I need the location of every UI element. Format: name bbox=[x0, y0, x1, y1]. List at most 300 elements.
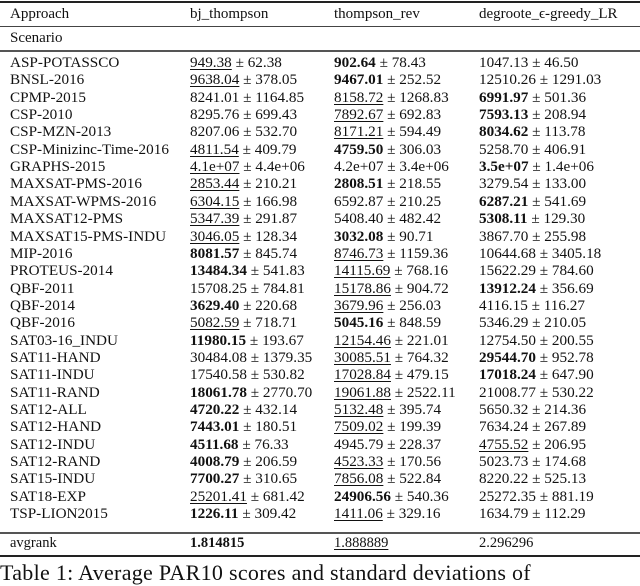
avgrank-row bbox=[0, 535, 640, 552]
plus-minus-symbol: ± bbox=[532, 505, 541, 523]
table-row bbox=[0, 366, 640, 383]
std-value: 2770.70 bbox=[262, 383, 313, 401]
std-value: 214.36 bbox=[544, 401, 587, 418]
result-cell bbox=[190, 384, 312, 401]
plus-minus-symbol: ± bbox=[249, 331, 259, 349]
result-cell bbox=[479, 453, 586, 470]
result-cell bbox=[334, 418, 441, 435]
mean-value: 5045.16 bbox=[334, 314, 384, 332]
table-row bbox=[0, 210, 640, 227]
plus-minus-symbol: ± bbox=[394, 331, 404, 349]
result-cell bbox=[334, 349, 449, 366]
std-value: 904.72 bbox=[406, 279, 449, 297]
std-value: 228.37 bbox=[399, 435, 442, 453]
plus-minus-symbol: ± bbox=[532, 470, 541, 488]
mean-value: 9638.04 bbox=[190, 71, 240, 89]
std-value: 1379.35 bbox=[262, 348, 313, 366]
result-cell bbox=[479, 54, 578, 71]
plus-minus-symbol: ± bbox=[532, 123, 541, 141]
std-value: 718.71 bbox=[255, 314, 298, 332]
plus-minus-symbol: ± bbox=[539, 487, 549, 505]
plus-minus-symbol: ± bbox=[394, 487, 404, 505]
result-cell bbox=[190, 245, 297, 262]
mean-value: 6304.15 bbox=[190, 192, 240, 210]
mean-value: 14115.69 bbox=[334, 262, 391, 280]
result-cell bbox=[334, 245, 448, 262]
result-cell bbox=[479, 280, 594, 297]
avgrank-col-3: 2.296296 bbox=[479, 535, 534, 551]
plus-minus-symbol: ± bbox=[387, 210, 396, 228]
scenario-name: SAT12-RAND bbox=[10, 453, 101, 471]
plus-minus-symbol: ± bbox=[250, 366, 260, 384]
header-approach: Approach bbox=[10, 6, 70, 22]
header-col-2: thompson_rev bbox=[334, 6, 420, 22]
plus-minus-symbol: ± bbox=[250, 383, 260, 401]
result-cell bbox=[334, 297, 441, 314]
mean-value: 8207.06 bbox=[190, 123, 240, 141]
plus-minus-symbol: ± bbox=[394, 383, 404, 401]
std-value: 329.16 bbox=[398, 505, 441, 523]
result-cell bbox=[479, 228, 586, 245]
std-value: 218.55 bbox=[399, 175, 442, 193]
result-cell bbox=[190, 175, 297, 192]
result-cell bbox=[190, 71, 297, 88]
plus-minus-symbol: ± bbox=[532, 54, 541, 71]
std-value: 252.52 bbox=[399, 71, 442, 89]
result-cell bbox=[334, 314, 441, 331]
scenario-name: SAT03-16_INDU bbox=[10, 331, 118, 349]
mean-value: 8158.72 bbox=[334, 88, 384, 106]
plus-minus-symbol: ± bbox=[243, 296, 252, 314]
result-cell bbox=[190, 366, 305, 383]
std-value: 170.56 bbox=[399, 453, 442, 471]
std-value: 306.03 bbox=[399, 140, 442, 158]
table-row bbox=[0, 228, 640, 245]
std-value: 530.82 bbox=[262, 366, 305, 384]
std-value: 208.94 bbox=[544, 106, 587, 124]
std-value: 210.25 bbox=[399, 192, 442, 210]
plus-minus-symbol: ± bbox=[394, 348, 404, 366]
mean-value: 3679.96 bbox=[334, 296, 384, 314]
mean-value: 5308.11 bbox=[479, 210, 528, 228]
result-cell bbox=[334, 280, 449, 297]
plus-minus-symbol: ± bbox=[532, 175, 541, 193]
mean-value: 949.38 bbox=[190, 54, 232, 71]
std-value: 501.36 bbox=[544, 88, 587, 106]
table-row bbox=[0, 314, 640, 331]
std-value: 1.4e+06 bbox=[544, 158, 594, 176]
result-cell bbox=[479, 436, 586, 453]
mean-value: 6592.87 bbox=[334, 192, 384, 210]
std-value: 532.70 bbox=[255, 123, 298, 141]
table-row bbox=[0, 54, 640, 71]
std-value: 525.13 bbox=[544, 470, 587, 488]
plus-minus-symbol: ± bbox=[379, 54, 388, 71]
std-value: 62.38 bbox=[247, 54, 282, 71]
plus-minus-symbol: ± bbox=[531, 296, 540, 314]
result-cell bbox=[190, 280, 305, 297]
avgrank-col-1: 1.814815 bbox=[190, 535, 245, 551]
mean-value: 4720.22 bbox=[190, 401, 240, 418]
plus-minus-symbol: ± bbox=[387, 244, 396, 262]
result-cell bbox=[190, 314, 297, 331]
plus-minus-symbol: ± bbox=[387, 314, 396, 332]
scenario-name: MAXSAT15-PMS-INDU bbox=[10, 227, 167, 245]
scenario-name: QBF-2014 bbox=[10, 296, 75, 314]
scenario-name: CPMP-2015 bbox=[10, 88, 86, 106]
result-cell bbox=[334, 158, 449, 175]
mean-value: 7892.67 bbox=[334, 106, 384, 124]
table-row bbox=[0, 193, 640, 210]
subheader-scenario: Scenario bbox=[10, 30, 63, 46]
scenario-name: BNSL-2016 bbox=[10, 71, 85, 89]
mean-value: 1047.13 bbox=[479, 54, 529, 71]
std-value: 2522.11 bbox=[406, 383, 456, 401]
plus-minus-symbol: ± bbox=[539, 331, 549, 349]
header-col-3: degroote_ϵ-greedy_LR bbox=[479, 6, 618, 22]
plus-minus-symbol: ± bbox=[250, 262, 260, 280]
plus-minus-symbol: ± bbox=[387, 470, 396, 488]
table-row bbox=[0, 262, 640, 279]
table-row bbox=[0, 418, 640, 435]
plus-minus-symbol: ± bbox=[532, 106, 541, 124]
mean-value: 7593.13 bbox=[479, 106, 529, 124]
mean-value: 7443.01 bbox=[190, 418, 240, 436]
plus-minus-symbol: ± bbox=[387, 140, 396, 158]
mean-value: 29544.70 bbox=[479, 348, 536, 366]
std-value: 128.34 bbox=[255, 227, 298, 245]
plus-minus-symbol: ± bbox=[387, 401, 396, 418]
table-row bbox=[0, 106, 640, 123]
mean-value: 19061.88 bbox=[334, 383, 391, 401]
plus-minus-symbol: ± bbox=[387, 106, 396, 124]
table-row bbox=[0, 297, 640, 314]
result-cell bbox=[334, 123, 441, 140]
std-value: 432.14 bbox=[255, 401, 298, 418]
result-cell bbox=[479, 332, 594, 349]
result-cell bbox=[190, 193, 297, 210]
std-value: 768.16 bbox=[406, 262, 449, 280]
plus-minus-symbol: ± bbox=[386, 505, 395, 523]
plus-minus-symbol: ± bbox=[532, 418, 541, 436]
mean-value: 12510.26 bbox=[479, 71, 536, 89]
result-cell bbox=[479, 349, 594, 366]
table-row bbox=[0, 158, 640, 175]
std-value: 210.21 bbox=[255, 175, 298, 193]
std-value: 180.51 bbox=[255, 418, 298, 436]
plus-minus-symbol: ± bbox=[250, 279, 260, 297]
plus-minus-symbol: ± bbox=[539, 262, 549, 280]
plus-minus-symbol: ± bbox=[539, 244, 549, 262]
std-value: 764.32 bbox=[406, 348, 449, 366]
subheader-row bbox=[0, 30, 640, 47]
std-value: 530.22 bbox=[551, 383, 594, 401]
table-row bbox=[0, 488, 640, 505]
mean-value: 15622.29 bbox=[479, 262, 536, 280]
std-value: 482.42 bbox=[399, 210, 442, 228]
mean-value: 6287.21 bbox=[479, 192, 529, 210]
mean-value: 8295.76 bbox=[190, 106, 240, 124]
std-value: 46.50 bbox=[544, 54, 579, 71]
mean-value: 8034.62 bbox=[479, 123, 529, 141]
mean-value: 25272.35 bbox=[479, 487, 536, 505]
scenario-name: CSP-Minizinc-Time-2016 bbox=[10, 140, 169, 158]
table-row bbox=[0, 505, 640, 522]
mean-value: 21008.77 bbox=[479, 383, 536, 401]
mean-value: 8171.21 bbox=[334, 123, 384, 141]
mean-value: 8081.57 bbox=[190, 244, 240, 262]
mean-value: 4.1e+07 bbox=[190, 158, 240, 176]
plus-minus-symbol: ± bbox=[387, 192, 396, 210]
mean-value: 7856.08 bbox=[334, 470, 384, 488]
mean-value: 5408.40 bbox=[334, 210, 384, 228]
std-value: 193.67 bbox=[262, 331, 304, 349]
result-cell bbox=[334, 210, 441, 227]
plus-minus-symbol: ± bbox=[250, 348, 260, 366]
std-value: 784.81 bbox=[262, 279, 305, 297]
plus-minus-symbol: ± bbox=[387, 296, 396, 314]
plus-minus-symbol: ± bbox=[387, 418, 396, 436]
plus-minus-symbol: ± bbox=[539, 348, 549, 366]
header-row bbox=[0, 6, 640, 23]
std-value: 129.30 bbox=[543, 210, 586, 228]
mean-value: 8241.01 bbox=[190, 88, 240, 106]
table-row bbox=[0, 349, 640, 366]
plus-minus-symbol: ± bbox=[532, 140, 541, 158]
mean-value: 13484.34 bbox=[190, 262, 247, 280]
plus-minus-symbol: ± bbox=[532, 88, 541, 106]
std-value: 133.00 bbox=[544, 175, 587, 193]
mean-value: 5023.73 bbox=[479, 453, 529, 471]
std-value: 310.65 bbox=[255, 470, 298, 488]
result-cell bbox=[190, 262, 305, 279]
mean-value: 12154.46 bbox=[334, 331, 391, 349]
plus-minus-symbol: ± bbox=[243, 401, 252, 418]
std-value: 267.89 bbox=[544, 418, 587, 436]
result-cell bbox=[190, 470, 297, 487]
mean-value: 4.2e+07 bbox=[334, 158, 384, 176]
result-cell bbox=[479, 106, 586, 123]
result-cell bbox=[334, 262, 448, 279]
result-cell bbox=[479, 123, 586, 140]
std-value: 206.95 bbox=[544, 435, 587, 453]
result-cell bbox=[190, 141, 297, 158]
mean-value: 18061.78 bbox=[190, 383, 247, 401]
result-cell bbox=[190, 436, 289, 453]
std-value: 3.4e+06 bbox=[399, 158, 449, 176]
std-value: 210.05 bbox=[544, 314, 587, 332]
table-row bbox=[0, 436, 640, 453]
result-cell bbox=[190, 54, 282, 71]
std-value: 221.01 bbox=[406, 331, 449, 349]
table-row bbox=[0, 245, 640, 262]
result-cell bbox=[334, 332, 449, 349]
result-cell bbox=[479, 470, 586, 487]
result-cell bbox=[190, 123, 297, 140]
top-rule bbox=[0, 1, 640, 3]
mean-value: 4116.15 bbox=[479, 296, 528, 314]
result-cell bbox=[479, 314, 586, 331]
scenario-name: TSP-LION2015 bbox=[10, 505, 108, 523]
result-cell bbox=[479, 193, 586, 210]
plus-minus-symbol: ± bbox=[387, 71, 396, 89]
plus-minus-symbol: ± bbox=[539, 366, 549, 384]
mean-value: 17540.58 bbox=[190, 366, 247, 384]
std-value: 845.74 bbox=[255, 244, 298, 262]
plus-minus-symbol: ± bbox=[243, 470, 252, 488]
table-caption: Table 1: Average PAR10 scores and standard deviations of bbox=[0, 560, 531, 585]
plus-minus-symbol: ± bbox=[532, 192, 541, 210]
plus-minus-symbol: ± bbox=[531, 210, 540, 228]
result-cell bbox=[190, 401, 297, 418]
scenario-name: SAT11-INDU bbox=[10, 366, 95, 384]
mean-value: 5082.59 bbox=[190, 314, 240, 332]
plus-minus-symbol: ± bbox=[532, 401, 541, 418]
result-cell bbox=[334, 505, 441, 522]
plus-minus-symbol: ± bbox=[387, 123, 396, 141]
mean-value: 30085.51 bbox=[334, 348, 391, 366]
result-cell bbox=[190, 488, 305, 505]
result-cell bbox=[190, 505, 296, 522]
mean-value: 3032.08 bbox=[334, 227, 384, 245]
mean-value: 3.5e+07 bbox=[479, 158, 529, 176]
mean-value: 7509.02 bbox=[334, 418, 384, 436]
plus-minus-symbol: ± bbox=[532, 158, 541, 176]
std-value: 356.69 bbox=[551, 279, 594, 297]
table-row bbox=[0, 89, 640, 106]
plus-minus-symbol: ± bbox=[532, 227, 541, 245]
result-cell bbox=[334, 193, 441, 210]
plus-minus-symbol: ± bbox=[387, 88, 396, 106]
table-row bbox=[0, 470, 640, 487]
mean-value: 10644.68 bbox=[479, 244, 536, 262]
std-value: 76.33 bbox=[254, 435, 289, 453]
mean-value: 4945.79 bbox=[334, 435, 384, 453]
plus-minus-symbol: ± bbox=[387, 158, 396, 176]
result-cell bbox=[190, 453, 297, 470]
scenario-name: MAXSAT12-PMS bbox=[10, 210, 124, 228]
plus-minus-symbol: ± bbox=[250, 487, 260, 505]
scenario-name: PROTEUS-2014 bbox=[10, 262, 113, 280]
mean-value: 3279.54 bbox=[479, 175, 529, 193]
plus-minus-symbol: ± bbox=[243, 123, 252, 141]
result-cell bbox=[190, 349, 312, 366]
scenario-name: SAT15-INDU bbox=[10, 470, 96, 488]
mean-value: 5650.32 bbox=[479, 401, 529, 418]
plus-minus-symbol: ± bbox=[243, 418, 252, 436]
result-cell bbox=[479, 366, 594, 383]
std-value: 541.69 bbox=[544, 192, 587, 210]
mean-value: 5258.70 bbox=[479, 140, 529, 158]
mean-value: 11980.15 bbox=[190, 331, 247, 349]
mean-value: 8220.22 bbox=[479, 470, 529, 488]
plus-minus-symbol: ± bbox=[243, 453, 252, 471]
std-value: 3405.18 bbox=[551, 244, 602, 262]
std-value: 166.98 bbox=[255, 192, 298, 210]
mean-value: 4523.33 bbox=[334, 453, 384, 471]
scenario-name: CSP-2010 bbox=[10, 106, 73, 124]
plus-minus-symbol: ± bbox=[539, 279, 549, 297]
std-value: 113.78 bbox=[544, 123, 586, 141]
table-row bbox=[0, 401, 640, 418]
mean-value: 7700.27 bbox=[190, 470, 240, 488]
mean-value: 5346.29 bbox=[479, 314, 529, 332]
std-value: 90.71 bbox=[399, 227, 434, 245]
result-cell bbox=[190, 228, 297, 245]
result-cell bbox=[334, 106, 441, 123]
std-value: 881.19 bbox=[551, 487, 594, 505]
plus-minus-symbol: ± bbox=[394, 279, 404, 297]
std-value: 1291.03 bbox=[551, 71, 602, 89]
subheader-rule bbox=[0, 50, 640, 52]
footer-rule bbox=[0, 532, 640, 534]
std-value: 681.42 bbox=[262, 487, 305, 505]
plus-minus-symbol: ± bbox=[532, 314, 541, 332]
scenario-name: MAXSAT-PMS-2016 bbox=[10, 175, 142, 193]
result-cell bbox=[334, 71, 441, 88]
avgrank-label: avgrank bbox=[10, 535, 57, 551]
mean-value: 17018.24 bbox=[479, 366, 536, 384]
result-cell bbox=[190, 418, 297, 435]
plus-minus-symbol: ± bbox=[387, 453, 396, 471]
mean-value: 3046.05 bbox=[190, 227, 240, 245]
table-row bbox=[0, 453, 640, 470]
std-value: 692.83 bbox=[399, 106, 442, 124]
mean-value: 7634.24 bbox=[479, 418, 529, 436]
mean-value: 24906.56 bbox=[334, 487, 391, 505]
mean-value: 30484.08 bbox=[190, 348, 247, 366]
table-row bbox=[0, 141, 640, 158]
mean-value: 4759.50 bbox=[334, 140, 384, 158]
std-value: 699.43 bbox=[255, 106, 298, 124]
std-value: 255.98 bbox=[544, 227, 587, 245]
mean-value: 1411.06 bbox=[334, 505, 383, 523]
std-value: 220.68 bbox=[255, 296, 298, 314]
scenario-name: QBF-2011 bbox=[10, 279, 75, 297]
plus-minus-symbol: ± bbox=[242, 505, 251, 523]
std-value: 199.39 bbox=[399, 418, 442, 436]
mean-value: 2853.44 bbox=[190, 175, 240, 193]
result-cell bbox=[334, 384, 456, 401]
scenario-name: ASP-POTASSCO bbox=[10, 54, 120, 71]
plus-minus-symbol: ± bbox=[243, 192, 252, 210]
std-value: 409.79 bbox=[254, 140, 297, 158]
plus-minus-symbol: ± bbox=[243, 88, 252, 106]
result-cell bbox=[334, 436, 441, 453]
plus-minus-symbol: ± bbox=[242, 435, 251, 453]
mean-value: 5347.39 bbox=[190, 210, 240, 228]
result-cell bbox=[479, 505, 586, 522]
std-value: 952.78 bbox=[551, 348, 594, 366]
result-cell bbox=[334, 141, 441, 158]
mean-value: 13912.24 bbox=[479, 279, 536, 297]
plus-minus-symbol: ± bbox=[387, 227, 396, 245]
result-cell bbox=[479, 71, 601, 88]
mean-value: 2808.51 bbox=[334, 175, 384, 193]
bottom-rule bbox=[0, 555, 640, 557]
result-cell bbox=[190, 158, 305, 175]
result-cell bbox=[334, 470, 441, 487]
table-row bbox=[0, 71, 640, 88]
mean-value: 1634.79 bbox=[479, 505, 529, 523]
std-value: 406.91 bbox=[544, 140, 587, 158]
scenario-name: MAXSAT-WPMS-2016 bbox=[10, 192, 157, 210]
mean-value: 1226.11 bbox=[190, 505, 239, 523]
plus-minus-symbol: ± bbox=[242, 140, 251, 158]
result-cell bbox=[334, 366, 449, 383]
std-value: 256.03 bbox=[399, 296, 442, 314]
std-value: 112.29 bbox=[544, 505, 586, 523]
